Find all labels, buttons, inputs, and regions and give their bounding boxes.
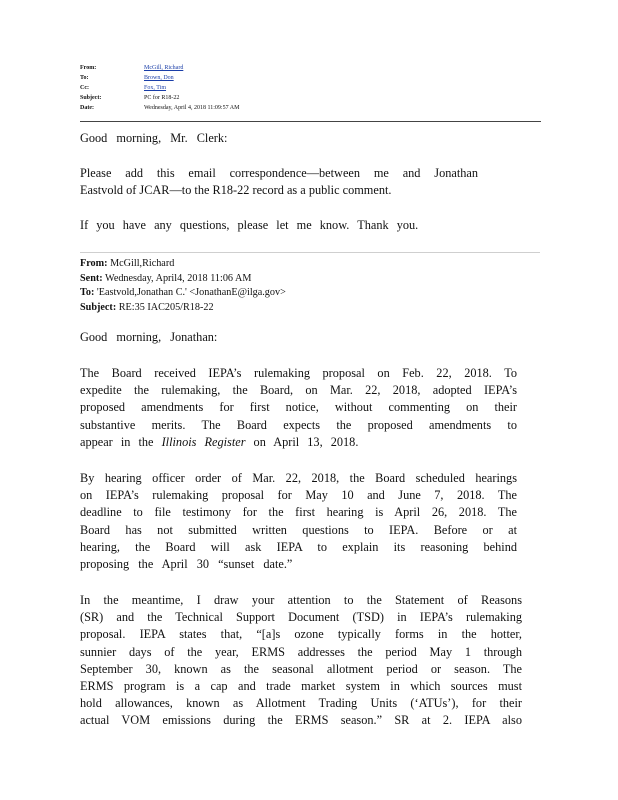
forwarded-divider [80, 252, 540, 253]
email-header [80, 63, 540, 113]
paragraph-line: expedite the rulemaking, the Board, on Mar. 22, 2018, adopted IEPA’s [80, 383, 517, 398]
fwd-sent-label: Sent: [80, 272, 103, 284]
paragraph-line: By hearing officer order of Mar. 22, 2018, the Board scheduled hearings [80, 471, 517, 485]
date-label: Date: [80, 105, 94, 111]
paragraph-line: hearing, the Board will ask IEPA to explain its reasoning behind [80, 539, 517, 554]
header-subject-row [80, 93, 540, 103]
intro-paragraph [80, 165, 478, 199]
fwd-sent-row [80, 272, 286, 287]
date-value: Wednesday, April 4, 2018 11:09:57 AM [144, 105, 240, 111]
paragraph-line: September 30, known as the seasonal allotment period or season. The [80, 661, 522, 676]
cc-label: Cc: [80, 85, 89, 91]
forwarded-header [80, 257, 286, 315]
from-link[interactable]: McGill, Richard [144, 65, 184, 71]
line-text: appear in the [80, 434, 162, 449]
fwd-from-label: From: [80, 258, 108, 269]
paragraph-2 [80, 470, 517, 573]
paragraph-3 [80, 592, 522, 730]
paragraph-line: ERMS program is a cap and trade market system in which sources must [80, 679, 522, 694]
header-to-row [80, 73, 540, 83]
header-cc-row [80, 83, 540, 93]
fwd-to-row [80, 286, 286, 301]
header-divider [80, 121, 541, 122]
paragraph-line: proposal. IEPA states that, “[a]s ozone typically forms in the hotter, [80, 627, 522, 642]
cc-link[interactable]: Fox, Tim [144, 85, 167, 91]
paragraph-line: actual VOM emissions during the ERMS season.” SR at 2. IEPA also [80, 713, 522, 728]
paragraph-line: (SR) and the Technical Support Document (TSD) in IEPA’s rulemaking [80, 610, 522, 625]
illinois-register-title: Illinois Register [161, 434, 246, 449]
paragraph-line: proposed amendments for first notice, without commenting on their [80, 400, 517, 415]
paragraph-line: deadline to file testimony for the first hearing is April 26, 2018. The [80, 505, 517, 520]
paragraph-1 [80, 365, 517, 451]
line-text: on April 13, 2018. [245, 434, 359, 449]
paragraph-line: proposing the April 30 “sunset date.” [80, 557, 293, 572]
paragraph-line: In the meantime, I draw your attention to the Statement of Reasons [80, 593, 522, 607]
fwd-from-row [80, 257, 286, 272]
paragraph-line: hold allowances, known as Allotment Trading Units (‘ATUs’), for their [80, 696, 522, 711]
fwd-subject-label: Subject: [80, 301, 117, 313]
paragraph-line: on IEPA’s rulemaking proposal for May 10 and June 7, 2018. The [80, 488, 517, 503]
paragraph-line: Board has not submitted written questions to IEPA. Before or at [80, 522, 517, 537]
fwd-sent-value: Wednesday, April4, 2018 11:06 AM [105, 272, 252, 284]
paragraph-line: substantive merits. The Board expects the proposed amendments to [80, 417, 517, 432]
fwd-subject-value: RE:35 IAC205/R18-22 [118, 301, 214, 313]
fwd-subject-row [80, 301, 286, 316]
greeting-jonathan: Good morning, Jonathan: [80, 330, 218, 344]
closing-line: If you have any questions, please let me know. Thank you. [80, 218, 419, 232]
subject-value: PC for R18-22 [144, 95, 180, 101]
to-label: To: [80, 75, 89, 81]
paragraph-line: sunnier days of the year, ERMS addresses the period May 1 through [80, 644, 522, 659]
header-from-row [80, 63, 540, 73]
paragraph-line [80, 434, 517, 451]
subject-label: Subject: [80, 95, 102, 101]
fwd-to-label: To: [80, 287, 95, 299]
greeting-clerk: Good morning, Mr. Clerk: [80, 131, 228, 145]
fwd-to-value: 'Eastvold,Jonathan C.' <JonathanE@ilga.gov> [96, 287, 286, 299]
to-link[interactable]: Brown, Don [144, 75, 174, 81]
header-date-row [80, 103, 540, 113]
paragraph-line: The Board received IEPA’s rulemaking proposal on Feb. 22, 2018. To [80, 366, 517, 380]
intro-line: Please add this email correspondence—between me and Jonathan [80, 166, 478, 180]
from-label: From: [80, 65, 97, 71]
fwd-from-value: McGill,Richard [110, 258, 175, 269]
intro-line: Eastvold of JCAR—to the R18-22 record as a public comment. [80, 183, 392, 198]
